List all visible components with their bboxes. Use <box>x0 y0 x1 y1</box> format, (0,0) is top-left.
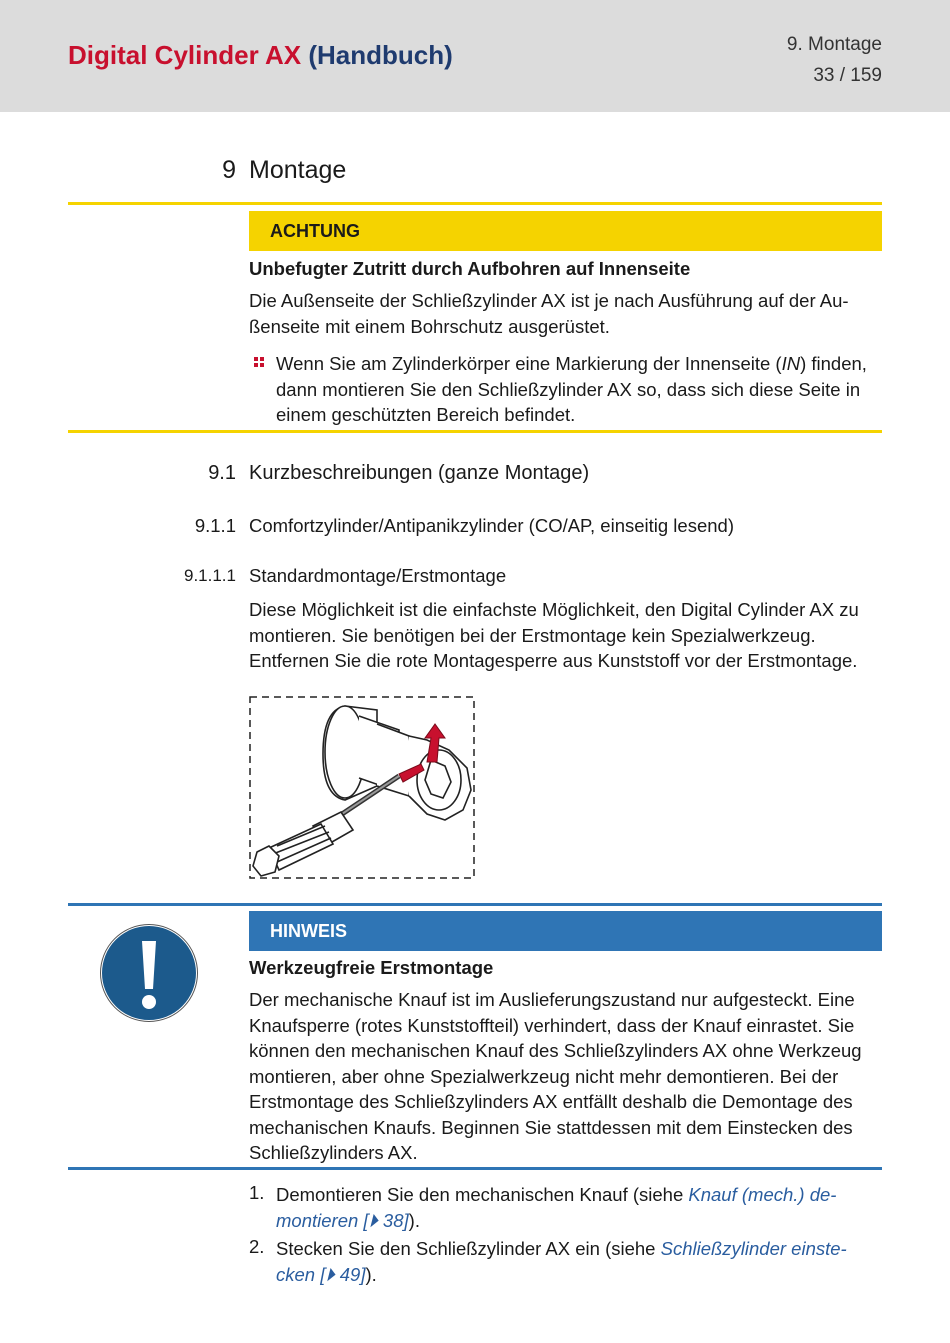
step-text: Demontieren Sie den mechanischen Knauf (siehe <box>276 1184 689 1205</box>
note-text: Der mechanische Knauf ist im Auslieferungszustand nur aufgesteckt. Eine Knaufsperre (rotes Kunststoffteil) verhindert, dass der Knauf einrastet. Sie können den mechanischen Knauf des Schließzylinders AX ohne Werkzeug montieren, aber ohne Spezialwerkzeug nicht mehr demontieren. Bei der Erstmontage des Schließzylinders AX entfällt deshalb die Demontage des mechanischen Knaufs. Beginnen Sie stattdessen mit dem Einstecken des Schließzylinders AX. <box>249 989 862 1163</box>
step-number: 2. <box>249 1236 265 1257</box>
instruction-text-a: Wenn Sie am Zylinderkörper eine Markierung der Innenseite ( <box>276 353 782 374</box>
warning-bottom-rule <box>68 430 882 433</box>
subsubsection-number: 9.1.1 <box>194 515 236 536</box>
note-title: Werkzeugfreie Erstmontage <box>249 957 494 978</box>
subsection-number: 9.1 <box>208 462 236 484</box>
step-text: Stecken Sie den Schließzylinder AX ein (siehe <box>276 1238 661 1259</box>
chapter-label: 9. Montage <box>786 34 882 55</box>
brand-name: Digital Cylinder AX <box>68 40 302 70</box>
exclamation-icon <box>99 923 199 1023</box>
paragraph-text: Diese Möglichkeit ist die einfachste Möglichkeit, den Digital Cylinder AX zu montieren. Sie benötigen bei der Erstmontage kein Spezialwerkzeug. Entfernen Sie die rote Montagesperre aus Kunststoff vor der Erstmontage. <box>249 599 859 671</box>
note-bottom-rule <box>68 1167 882 1170</box>
page-number: 33 / 159 <box>813 65 882 86</box>
brand-suffix: (Handbuch) <box>308 40 453 70</box>
warning-top-rule <box>68 202 882 205</box>
step-number: 1. <box>249 1182 265 1203</box>
warning-text: Die Außenseite der Schließzylinder AX ist je nach Ausführung auf der Au-ßenseite mit einem Bohrschutz ausgerüstet. <box>249 290 849 337</box>
step-text-end: ). <box>408 1209 420 1231</box>
list-item <box>276 1236 866 1287</box>
warning-instruction <box>276 351 882 428</box>
note-label: HINWEIS <box>249 911 882 951</box>
page-header <box>0 0 950 112</box>
paragraph-number: 9.1.1.1 <box>184 566 236 585</box>
warning-title: Unbefugter Zutritt durch Aufbohren auf Innenseite <box>249 258 691 279</box>
instruction-text-b: ) finden, dann montieren Sie den Schließzylinder AX so, dass sich diese Seite in einem geschützten Bereich befindet. <box>276 353 867 425</box>
subsection-title: Kurzbeschreibungen (ganze Montage) <box>249 462 590 484</box>
warning-label: ACHTUNG <box>249 211 882 251</box>
header-meta <box>787 29 882 91</box>
paragraph-title: Standardmontage/Erstmontage <box>249 565 507 586</box>
section-title: Montage <box>249 156 347 184</box>
step-text-end: ). <box>365 1263 377 1285</box>
bullet-squares-icon <box>254 357 265 368</box>
list-item <box>276 1182 866 1233</box>
document-title <box>68 40 453 71</box>
instruction-emphasis: IN <box>781 353 801 374</box>
note-top-rule <box>68 903 882 906</box>
section-number: 9 <box>222 156 236 184</box>
subsubsection-title: Comfortzylinder/Antipanikzylinder (CO/AP, einseitig lesend) <box>249 515 734 536</box>
step-link[interactable]: Schließzylinder einste-cken [⏵ 49] <box>276 1238 847 1285</box>
step-link[interactable]: Knauf (mech.) de-montieren [⏵ 38] <box>276 1184 837 1231</box>
cylinder-illustration <box>249 696 475 879</box>
